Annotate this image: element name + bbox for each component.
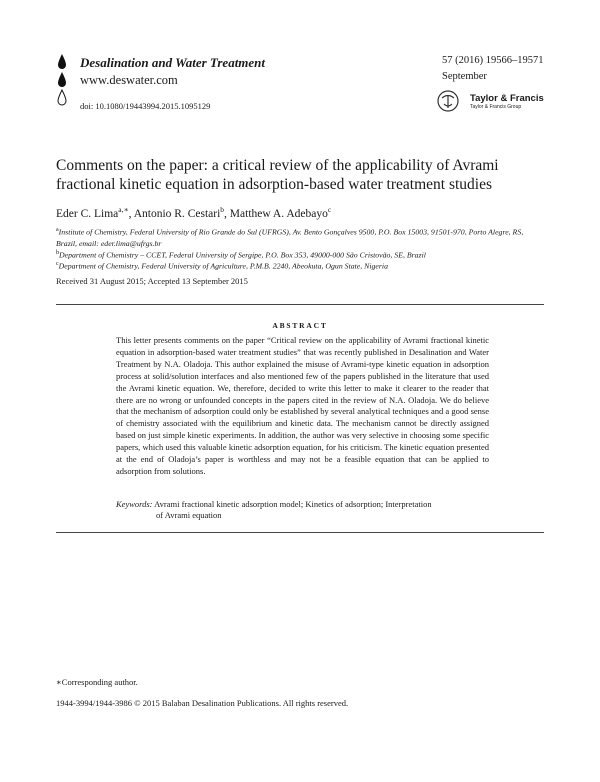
affiliation-a xyxy=(56,225,546,249)
author-superscript: c xyxy=(327,205,332,214)
copyright: 1944-3994/1944-3986 © 2015 Balaban Desalination Publications. All rights reserved. xyxy=(56,698,349,708)
affiliation-text: Department of Chemistry – CCET, Federal University of Sergipe, P.O. Box 353, 49000-000 São Cristovão, SE, Brazil xyxy=(59,250,426,260)
divider xyxy=(56,304,544,305)
journal-name: Desalination and Water Treatment xyxy=(80,55,266,70)
abstract-heading: ABSTRACT xyxy=(272,321,328,330)
keywords-line-1: Avrami fractional kinetic adsorption model; Kinetics of adsorption; Interpretation xyxy=(154,499,432,509)
received-accepted-dates: Received 31 August 2015; Accepted 13 September 2015 xyxy=(56,276,248,286)
article-title: Comments on the paper: a critical review of the applicability of Avrami fractional kinetic equation in adsorption-based water treatment studies xyxy=(56,157,499,193)
author-name: Eder C. Lima xyxy=(56,207,119,220)
author-separator: , xyxy=(128,207,134,220)
author-name: Antonio R. Cestari xyxy=(133,207,221,220)
journal-url[interactable]: www.deswater.com xyxy=(80,73,178,87)
keywords xyxy=(116,499,489,511)
author-list xyxy=(56,205,331,220)
affiliation-text: Department of Chemistry, Federal University of Agriculture, P.M.B. 2240, Abeokuta, Ogun State, Nigeria xyxy=(58,261,388,271)
divider xyxy=(56,532,544,533)
author-name: Matthew A. Adebayo xyxy=(229,207,328,220)
keywords-line-2: of Avrami equation xyxy=(156,510,222,520)
abstract-body: This letter presents comments on the paper “Critical review on the applicability of Avrami fractional kinetic equation in adsorption-based water treatment studies” that was recently published in Desalination and Water Treatment by N.A. Oladoja. This author explained the misuse of Avrami-type kinetic equation in adsorption process at solid/solution interfaces and also mentioned few of the papers published in the literature that used the Avrami kinetic equation. We, therefore, decided to write this letter to make it clearer to the reader that there are no wrong or unfounded concepts in the papers cited in the review of N.A. Oladoja. We do believe that the mechanism of adsorption could only be established by several analytical techniques and a good sense of chemistry associated with the equilibrium and kinetic data. The mechanism cannot be directly assigned based on just simple kinetic experiments. In addition, the author was very selective in choosing some specific papers, which used this valuable kinetic adsorption equation, for his criticism. The kinetic equation presented at the end of Oladoja’s paper is worthless and may not be a feasible equation that can be applied to adsorption from solutions. xyxy=(116,335,489,476)
affiliation-marker: b xyxy=(56,250,59,256)
volume-pages: 57 (2016) 19566–19571 xyxy=(442,55,544,66)
publication-month: September xyxy=(442,71,487,82)
author-superscript: a,∗ xyxy=(118,205,129,214)
affiliation-marker: a xyxy=(56,227,59,233)
publisher-name: Taylor & Francis xyxy=(470,93,544,104)
publisher-group: Taylor & Francis Group xyxy=(470,104,522,110)
keywords-label: Keywords: xyxy=(116,499,153,509)
affiliation-text: Institute of Chemistry, Federal University of Rio Grande do Sul (UFRGS), Av. Bento Gonçalves 9500, P.O. Box 15003, 91501-970, Porto Alegre, RS, Brazil, email: xyxy=(56,227,524,248)
corresponding-author-note: ∗Corresponding author. xyxy=(56,677,138,687)
affiliation-c xyxy=(56,259,546,272)
author-superscript: b xyxy=(220,205,225,214)
author-email-link[interactable]: eder.lima@ufrgs.br xyxy=(100,238,162,248)
affiliation-marker: c xyxy=(56,261,59,267)
author-separator: , xyxy=(224,207,230,220)
journal-logo-icon xyxy=(56,52,74,110)
doi[interactable]: doi: 10.1080/19443994.2015.1095129 xyxy=(80,101,211,111)
